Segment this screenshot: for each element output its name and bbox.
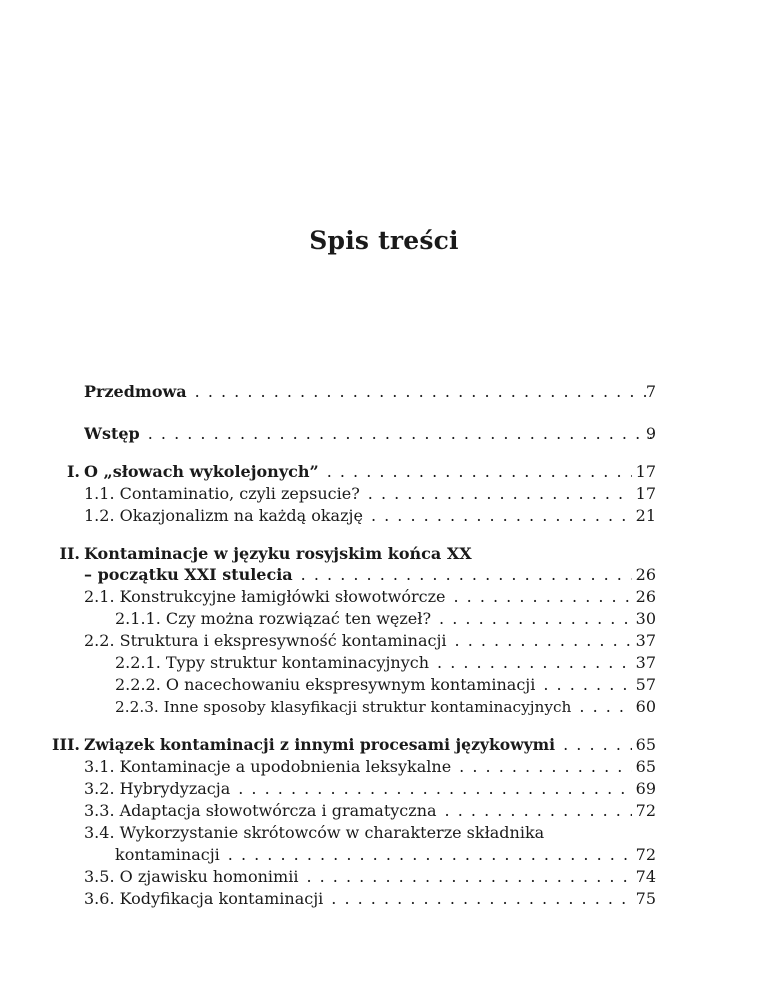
toc-entry-label: 1.1. Contaminatio, czyli zepsucie? — [84, 484, 360, 503]
toc-section-3-3[interactable] — [0, 800, 768, 822]
leader-dots — [571, 696, 632, 718]
toc-section-3-6[interactable] — [0, 888, 768, 910]
toc-page-number: 72 — [635, 801, 656, 820]
leader-dots — [360, 483, 632, 505]
leader-dots — [535, 674, 632, 696]
toc-entry-label: 3.3. Adaptacja słowotwórcza i gramatyczna — [84, 801, 437, 820]
leader-dots — [187, 381, 652, 403]
toc-page-number: 65 — [635, 735, 656, 754]
chapter-number: III. — [51, 735, 80, 754]
toc-entry-label: 3.5. O zjawisku homonimii — [84, 867, 299, 886]
leader-dots — [298, 866, 632, 888]
toc-section-3-5[interactable] — [0, 866, 768, 888]
toc-page-number: 60 — [635, 697, 656, 716]
toc-entry-label: 2.2. Struktura i ekspresywność kontaminacji — [84, 631, 447, 650]
toc-entry-label: 3.6. Kodyfikacja kontaminacji — [84, 889, 324, 908]
leader-dots — [230, 778, 632, 800]
leader-dots — [437, 800, 632, 822]
leader-dots — [140, 423, 652, 445]
toc-section-2-2-3[interactable] — [0, 696, 768, 718]
leader-dots — [319, 461, 632, 483]
toc-section-3-4-line2[interactable] — [0, 844, 768, 866]
toc-entry-label: Kontaminacje w języku rosyjskim końca XX — [84, 544, 472, 563]
toc-chapter-2-line2[interactable] — [0, 564, 768, 586]
toc-page-number: 74 — [635, 867, 656, 886]
toc-page-number: 37 — [635, 653, 656, 672]
chapter-number: I. — [66, 462, 80, 481]
toc-entry-label: Wstęp — [84, 424, 140, 443]
toc-page-number: 7 — [645, 382, 656, 401]
toc-entry-label: Przedmowa — [84, 382, 187, 401]
toc-section-1-2[interactable] — [0, 505, 768, 527]
leader-dots — [293, 564, 632, 586]
toc-entry-label: 3.4. Wykorzystanie skrótowców w charakterze składnika — [84, 823, 545, 842]
toc-entry-label: 2.1.1. Czy można rozwiązać ten węzeł? — [115, 609, 432, 628]
toc-entry-przedmowa[interactable] — [0, 381, 768, 403]
toc-entry-label: 3.2. Hybrydyzacja — [84, 779, 231, 798]
toc-entry-label: 2.2.3. Inne sposoby klasyfikacji struktur kontaminacyjnych — [115, 698, 572, 716]
toc-entry-label: Związek kontaminacji z innymi procesami językowymi — [84, 735, 556, 754]
toc-section-2-1[interactable] — [0, 586, 768, 608]
toc-section-2-1-1[interactable] — [0, 608, 768, 630]
leader-dots — [431, 608, 632, 630]
toc-entry-wstep[interactable] — [0, 423, 768, 445]
leader-dots — [429, 652, 632, 674]
toc-page-number: 75 — [635, 889, 656, 908]
toc-page-number: 26 — [635, 565, 656, 584]
page-title: Spis treści — [309, 226, 459, 255]
toc-chapter-1[interactable] — [0, 461, 768, 483]
toc-section-2-2-2[interactable] — [0, 674, 768, 696]
toc-entry-label: – początku XXI stulecia — [84, 565, 293, 584]
toc-chapter-3[interactable] — [0, 734, 768, 756]
toc-chapter-2-line1[interactable] — [0, 543, 768, 565]
toc-page-number: 57 — [635, 675, 656, 694]
toc-entry-label: 2.2.1. Typy struktur kontaminacyjnych — [115, 653, 430, 672]
leader-dots — [363, 505, 632, 527]
toc-entry-label: 3.1. Kontaminacje a upodobnienia leksykalne — [84, 757, 452, 776]
toc-section-2-2-1[interactable] — [0, 652, 768, 674]
toc-entry-label: 2.1. Konstrukcyjne łamigłówki słowotwórcze — [84, 587, 446, 606]
toc-page-number: 17 — [635, 484, 656, 503]
toc-page-number: 37 — [635, 631, 656, 650]
toc-page-number: 65 — [635, 757, 656, 776]
toc-section-3-4-line1[interactable] — [0, 822, 768, 844]
toc-page-number: 17 — [635, 462, 656, 481]
toc-page-number: 72 — [635, 845, 656, 864]
toc-section-3-1[interactable] — [0, 756, 768, 778]
leader-dots — [447, 630, 632, 652]
leader-dots — [445, 586, 632, 608]
toc-section-3-2[interactable] — [0, 778, 768, 800]
chapter-number: II. — [59, 544, 80, 563]
leader-dots — [220, 844, 632, 866]
toc-page-number: 26 — [635, 587, 656, 606]
toc-page-number: 69 — [635, 779, 656, 798]
leader-dots — [555, 734, 632, 756]
toc-page-number: 9 — [645, 424, 656, 443]
leader-dots — [451, 756, 632, 778]
toc-entry-label: 1.2. Okazjonalizm na każdą okazję — [84, 506, 363, 525]
toc-page-number: 30 — [635, 609, 656, 628]
leader-dots — [323, 888, 632, 910]
toc-page-number: 21 — [635, 506, 656, 525]
toc-entry-label: O „słowach wykolejonych” — [84, 462, 319, 481]
toc-section-2-2[interactable] — [0, 630, 768, 652]
toc-entry-label: kontaminacji — [115, 845, 220, 864]
toc-section-1-1[interactable] — [0, 483, 768, 505]
toc-entry-label: 2.2.2. O nacechowaniu ekspresywnym kontaminacji — [115, 675, 536, 694]
